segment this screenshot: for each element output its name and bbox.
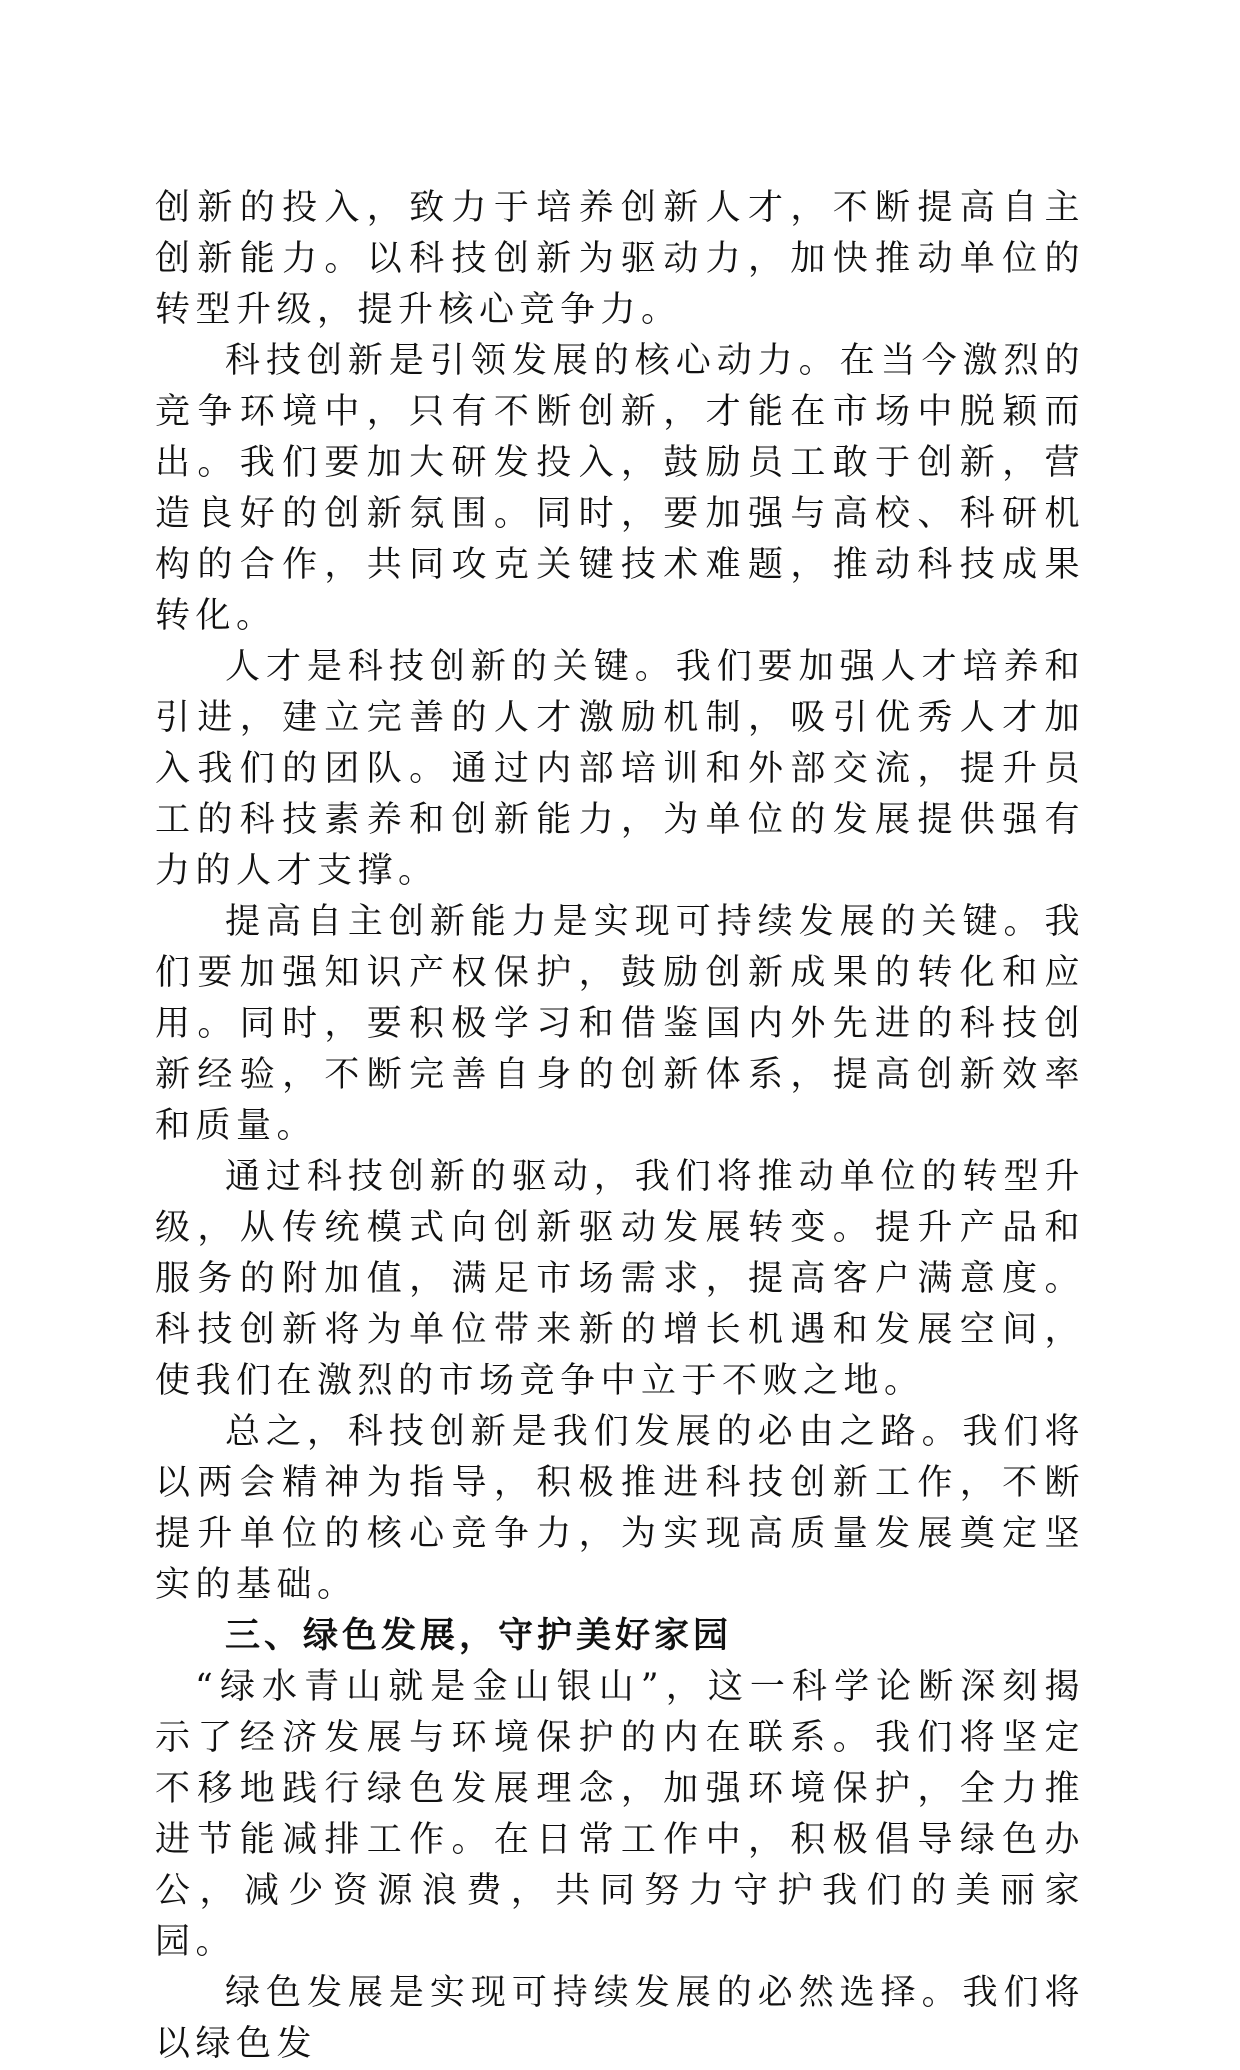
- paragraph-continuation: 创新的投入，致力于培养创新人才，不断提高自主创新能力。以科技创新为驱动力，加快推动单位的转型升级，提升核心竞争力。: [155, 188, 1085, 330]
- paragraph-green-mountains: “绿水青山就是金山银山”，这一科学论断深刻揭示了经济发展与环境保护的内在联系。我们将坚定不移地践行绿色发展理念，加强环境保护，全力推进节能减排工作。在日常工作中，积极倡导绿色办公，减少资源浪费，共同努力守护我们的美丽家园。: [155, 1667, 1085, 1962]
- section-heading: 三、绿色发展，守护美好家园: [225, 1616, 733, 1656]
- paragraph-independent-innovation: 提高自主创新能力是实现可持续发展的关键。我们要加强知识产权保护，鼓励创新成果的转化和应用。同时，要积极学习和借鉴国内外先进的科技创新经验，不断完善自身的创新体系，提高创新效率和质量。: [155, 902, 1085, 1146]
- document-body: [155, 183, 1085, 2070]
- paragraph-innovation-driving-force: 科技创新是引领发展的核心动力。在当今激烈的竞争环境中，只有不断创新，才能在市场中脱颖而出。我们要加大研发投入，鼓励员工敢于创新，营造良好的创新氛围。同时，要加强与高校、科研机构的合作，共同攻克关键技术难题，推动科技成果转化。: [155, 341, 1085, 636]
- paragraph-transformation: 通过科技创新的驱动，我们将推动单位的转型升级，从传统模式向创新驱动发展转变。提升产品和服务的附加值，满足市场需求，提高客户满意度。科技创新将为单位带来新的增长机遇和发展空间，使我们在激烈的市场竞争中立于不败之地。: [155, 1157, 1085, 1401]
- paragraph-green-development: 绿色发展是实现可持续发展的必然选择。我们将以绿色发: [155, 1973, 1085, 2064]
- paragraph-conclusion: 总之，科技创新是我们发展的必由之路。我们将以两会精神为指导，积极推进科技创新工作，不断提升单位的核心竞争力，为实现高质量发展奠定坚实的基础。: [155, 1412, 1085, 1605]
- paragraph-talent: 人才是科技创新的关键。我们要加强人才培养和引进，建立完善的人才激励机制，吸引优秀人才加入我们的团队。通过内部培训和外部交流，提升员工的科技素养和创新能力，为单位的发展提供强有力的人才支撑。: [155, 647, 1085, 891]
